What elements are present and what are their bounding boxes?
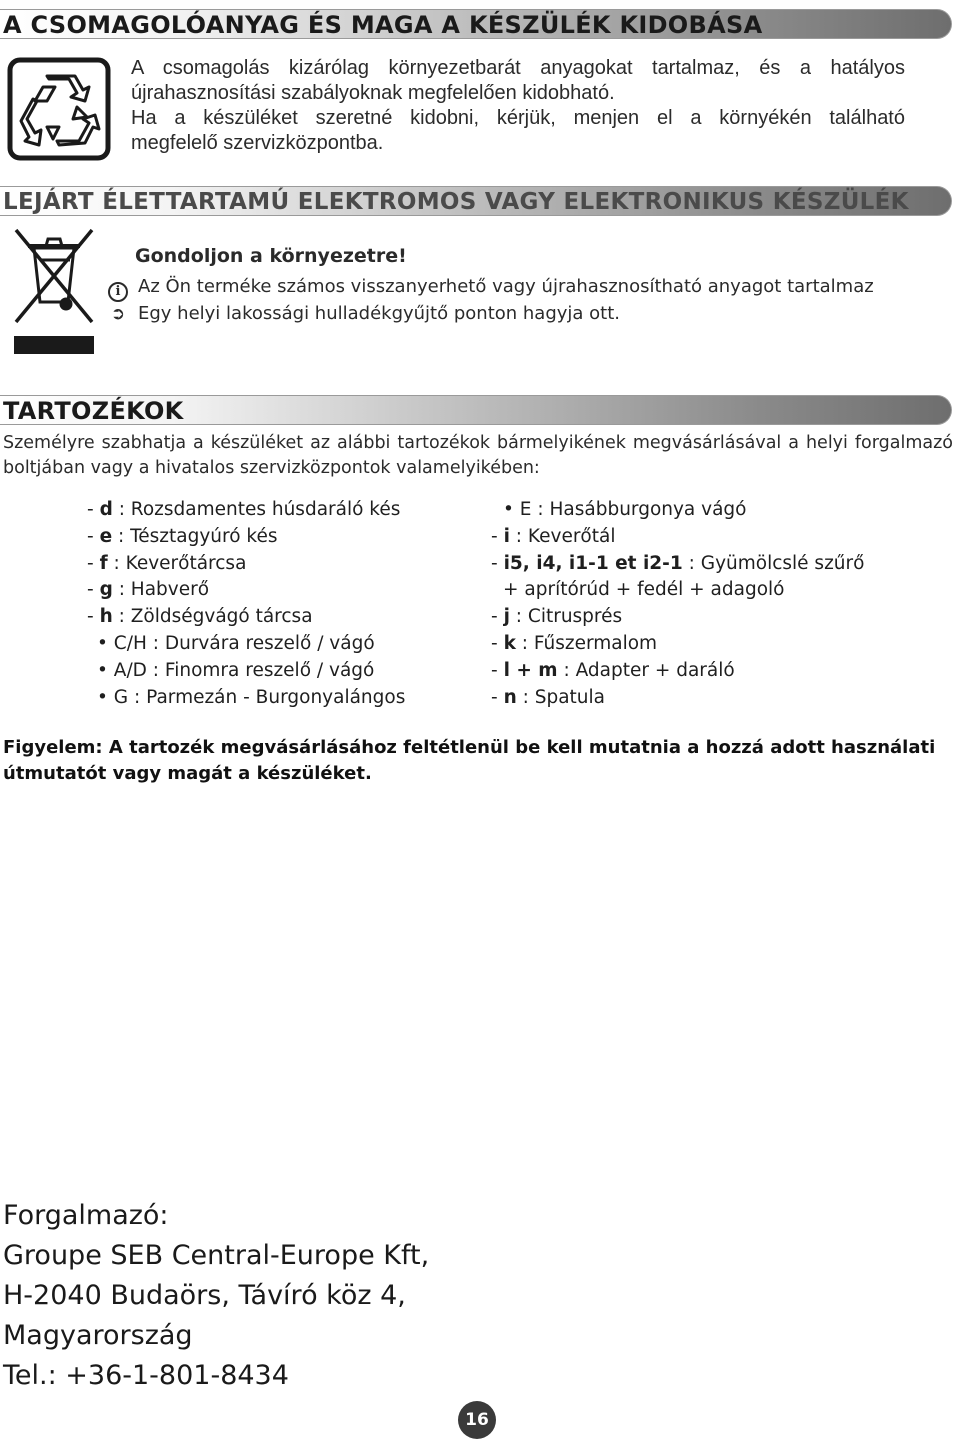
list-item: • C/H : Durvára reszelő / vágó — [97, 632, 375, 654]
list-item: - i5, i4, i1-1 et i2-1 : Gyümölcslé szűrő — [491, 552, 865, 574]
list-item: - d : Rozsdamentes húsdaráló kés — [87, 499, 401, 520]
packaging-line: A csomagolás kizárólag környezetbarát anyagokat tartalmaz, és a hatályos — [131, 57, 905, 79]
packaging-title: A CSOMAGOLÓANYAG ÉS MAGA A KÉSZÜLÉK KIDOBÁSA — [3, 11, 763, 39]
list-item: - n : Spatula — [491, 686, 606, 708]
list-item: - i : Keverőtál — [491, 525, 616, 547]
info-icon: i — [108, 282, 128, 302]
list-item: - h : Zöldségvágó tárcsa — [87, 606, 313, 628]
accessories-warning: Figyelem: A tartozék megvásárlásához feltétlenül be kell mutatnia a hozzá adott használati útmutatót vagy magát a készüléket. — [3, 737, 936, 784]
arrow-right-icon: ➲ — [110, 304, 126, 324]
accessories-intro: Személyre szabhatja a készüléket az alábbi tartozékok bármelyikének megvásárlásával a helyi forgalmazó boltjában vagy a hivatalos szervizközpontok valamelyikében: — [3, 433, 953, 478]
list-item: - k : Fűszermalom — [491, 632, 658, 654]
distributor-company: Groupe SEB Central-Europe Kft, — [3, 1240, 430, 1271]
crossed-bin-icon — [10, 226, 98, 358]
list-item: - j : Citrusprés — [491, 606, 623, 628]
distributor-phone: Tel.: +36-1-801-8434 — [3, 1360, 289, 1391]
section-header-accessories — [0, 395, 952, 425]
packaging-line: megfelelő szervizközpontba. — [131, 132, 384, 154]
recycle-icon — [7, 57, 111, 161]
distributor-label: Forgalmazó: — [3, 1200, 169, 1231]
list-item: + aprítórúd + fedél + adagoló — [503, 579, 785, 601]
list-item: • G : Parmezán - Burgonyalángos — [97, 686, 406, 708]
weee-action-row — [108, 300, 620, 328]
list-item: - l + m : Adapter + daráló — [491, 659, 735, 681]
distributor-block — [3, 1196, 429, 1396]
weee-line-2: Egy helyi lakossági hulladékgyűjtő ponton hagyja ott. — [138, 303, 621, 324]
distributor-address: H-2040 Budaörs, Távíró köz 4, — [3, 1280, 406, 1311]
packaging-line: Ha a készüléket szeretné kidobni, kérjük, menjen el a környékén található — [131, 107, 905, 129]
list-item: • A/D : Finomra reszelő / vágó — [97, 659, 375, 681]
accessories-list-left — [87, 497, 405, 711]
packaging-text — [131, 56, 905, 156]
weee-title: LEJÁRT ÉLETTARTAMÚ ELEKTROMOS VAGY ELEKTRONIKUS KÉSZÜLÉK — [3, 189, 909, 215]
weee-heading: Gondoljon a környezetre! — [135, 245, 407, 267]
section-header-packaging — [0, 9, 952, 39]
list-item: - e : Tésztagyúró kés — [87, 525, 278, 547]
weee-info-row — [108, 273, 874, 302]
packaging-line: újrahasznosítási szabályoknak megfelelően kidobható. — [131, 82, 615, 104]
page-number: 16 — [458, 1401, 496, 1439]
list-item: - f : Keverőtárcsa — [87, 552, 247, 574]
weee-line-1: Az Ön terméke számos visszanyerhető vagy újrahasznosítható anyagot tartalmaz — [138, 276, 874, 297]
list-item: • E : Hasábburgonya vágó — [503, 499, 747, 520]
accessories-list-right — [491, 497, 864, 711]
accessories-title: TARTOZÉKOK — [3, 397, 184, 425]
distributor-country: Magyarország — [3, 1320, 193, 1351]
section-header-weee — [0, 186, 952, 216]
list-item: - g : Habverő — [87, 579, 210, 601]
